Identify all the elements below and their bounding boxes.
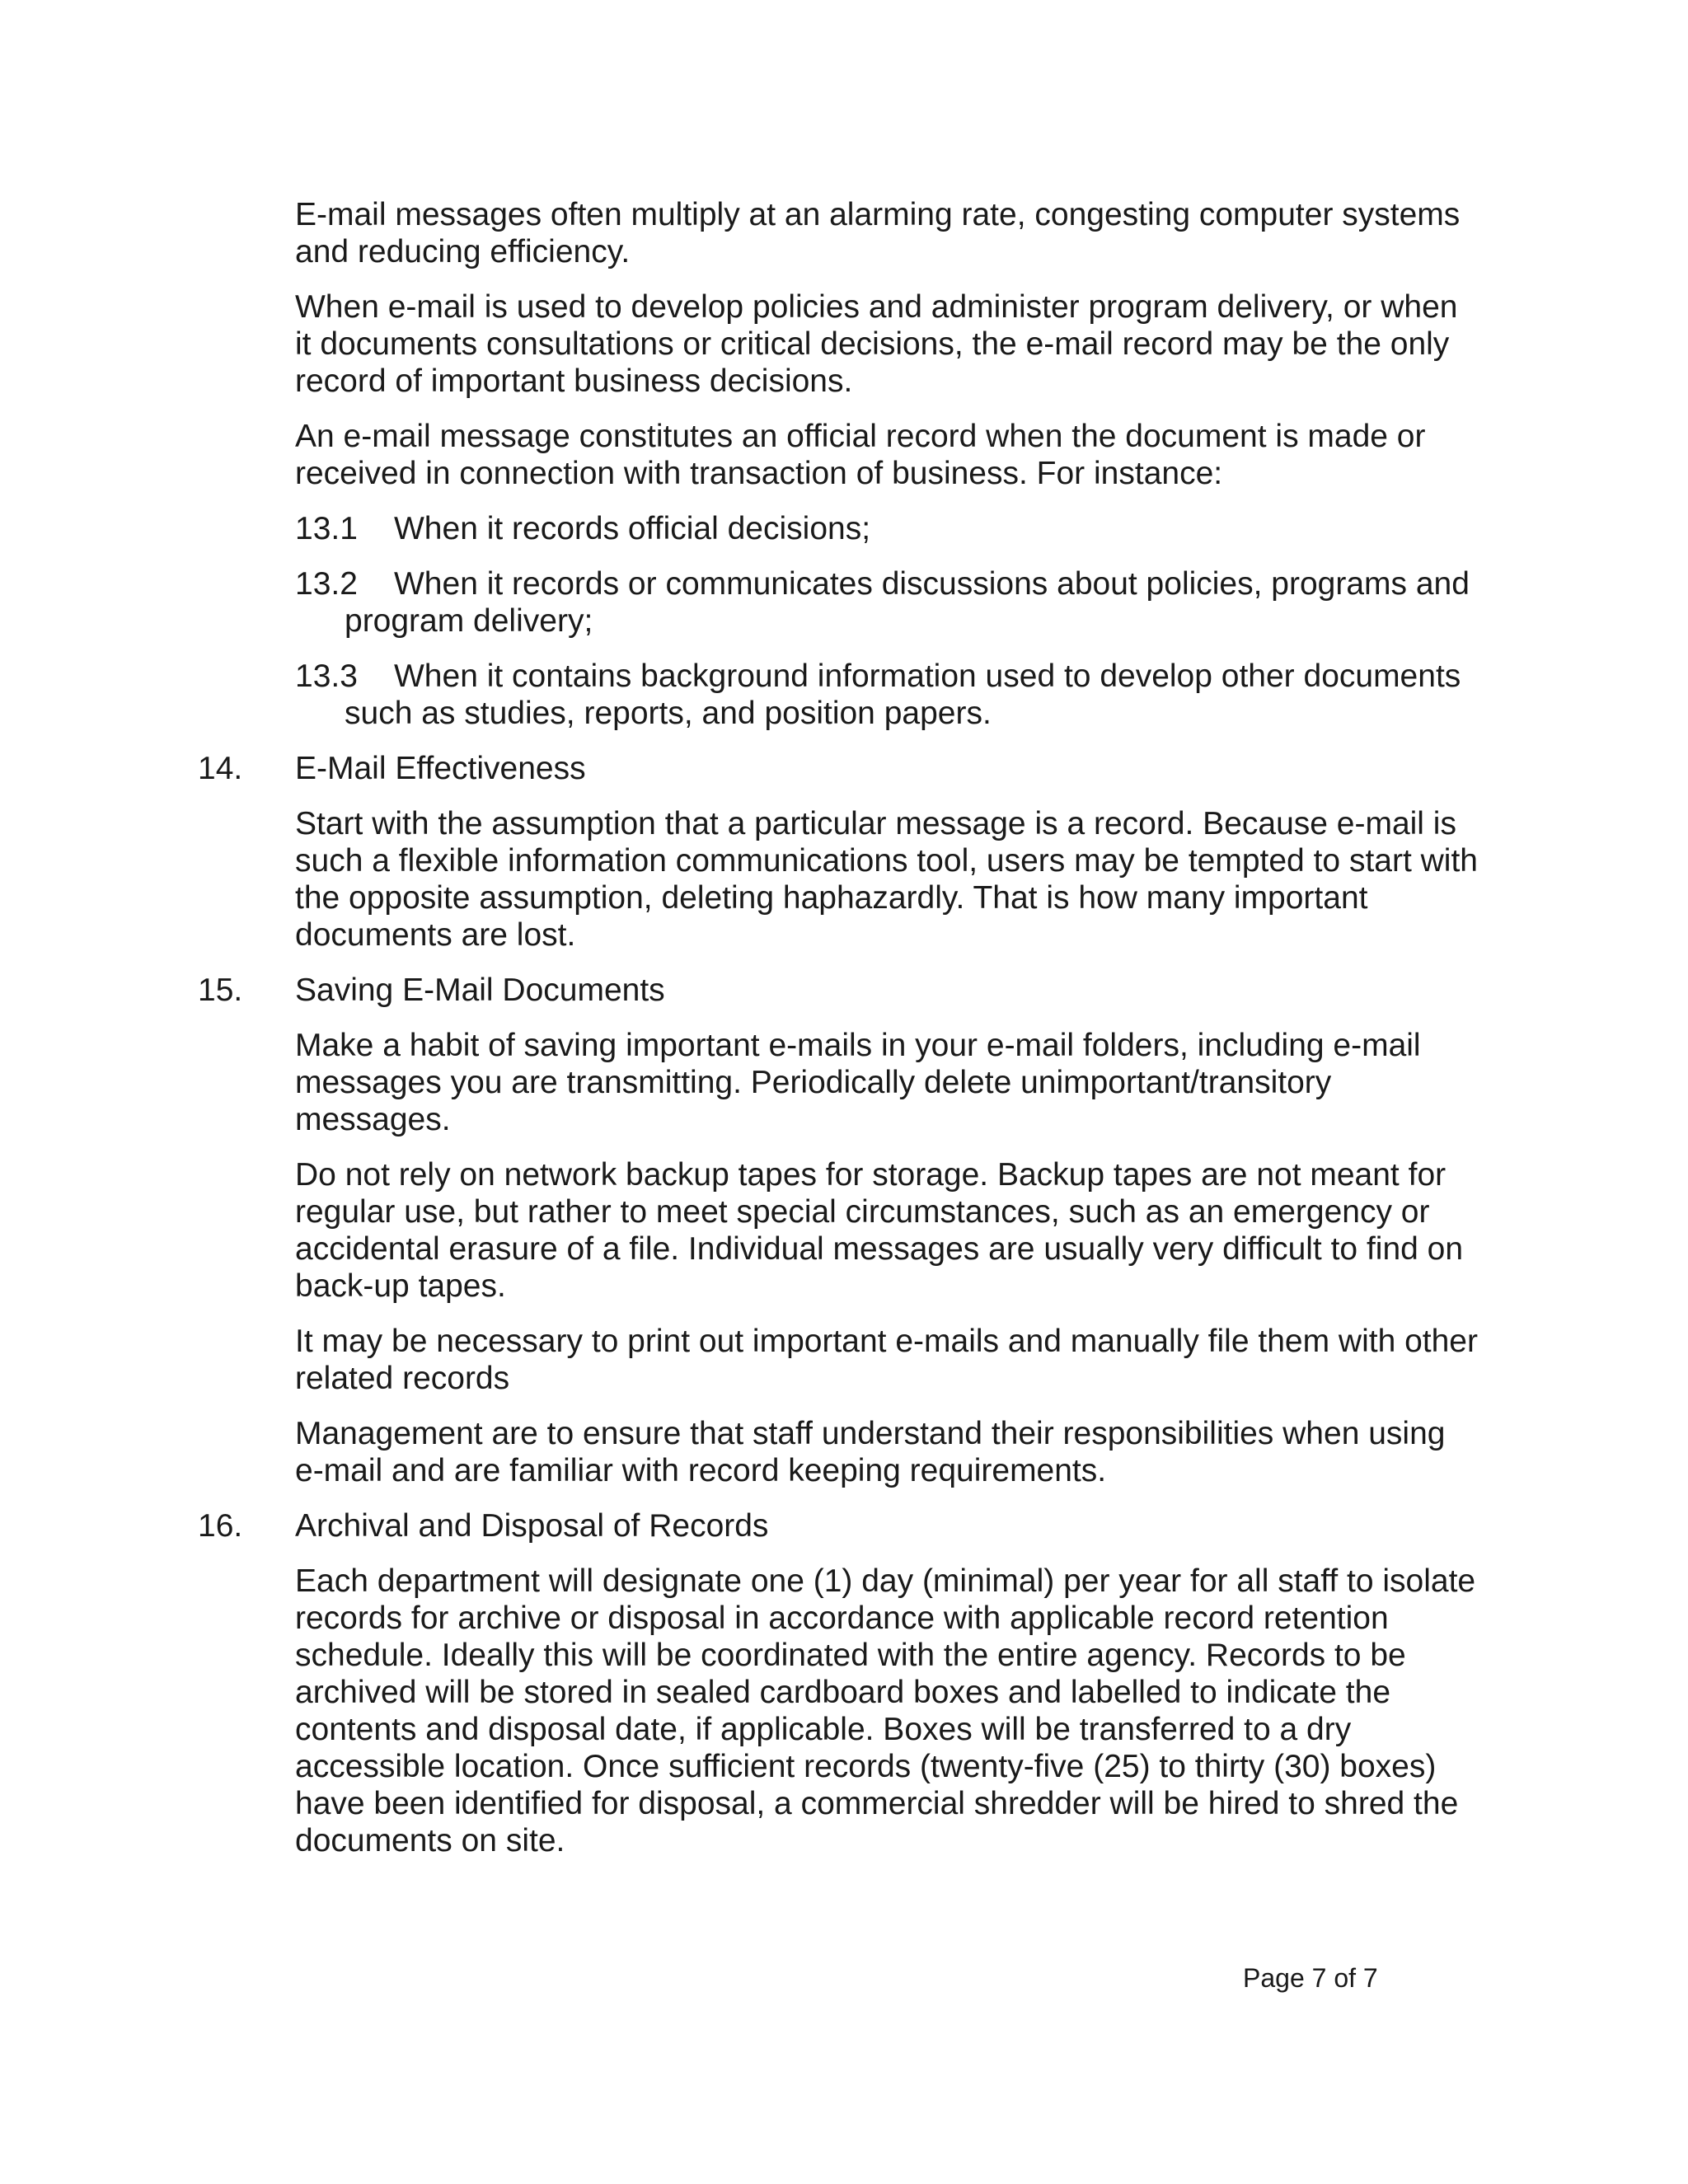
section-14-paragraph-1: Start with the assumption that a particular message is a record. Because e-mail is such a flexible information communications tool, users may be tempted to start with the opposite assumption, deleting haphazardly. That is how many important documents are lost. xyxy=(295,806,1478,953)
subitem-text: When it records official decisions; xyxy=(394,511,871,546)
section-title: E-Mail Effectiveness xyxy=(295,751,586,786)
section-title: Archival and Disposal of Records xyxy=(295,1508,769,1544)
section-number: 14. xyxy=(198,751,243,786)
document-body xyxy=(198,196,1482,1877)
intro-paragraph-2: When e-mail is used to develop policies and administer program delivery, or when it documents consultations or critical decisions, the e-mail record may be the only record of important business decisions. xyxy=(295,289,1458,399)
section-title: Saving E-Mail Documents xyxy=(295,972,665,1008)
page-number-footer: Page 7 of 7 xyxy=(1243,1963,1378,1993)
section-15-paragraph-1: Make a habit of saving important e-mails in your e-mail folders, including e-mail messages you are transmitting. Periodically delete unimportant/transitory messages. xyxy=(295,1028,1421,1137)
subitem-number: 13.3 xyxy=(295,658,358,694)
section-15-paragraph-3: It may be necessary to print out important e-mails and manually file them with other related records xyxy=(295,1324,1478,1396)
section-number: 15. xyxy=(198,972,243,1008)
section-heading-16 xyxy=(198,1507,1482,1544)
subitem-number: 13.1 xyxy=(295,511,358,546)
subitem-text: When it records or communicates discussions about policies, programs and program delivery; xyxy=(345,566,1470,639)
section-heading-15 xyxy=(198,972,1482,1009)
intro-paragraph-3: An e-mail message constitutes an official record when the document is made or received in connection with transaction of business. For instance: xyxy=(295,419,1426,491)
section-15-paragraph-2: Do not rely on network backup tapes for storage. Backup tapes are not meant for regular use, but rather to meet special circumstances, such as an emergency or accidental erasure of a file. Individual messages are usually very difficult to find on back-up tapes. xyxy=(295,1157,1464,1304)
subitem-13-1 xyxy=(295,510,1482,547)
intro-paragraph-1: E-mail messages often multiply at an alarming rate, congesting computer systems and reducing efficiency. xyxy=(295,197,1461,269)
section-16-paragraph-1: Each department will designate one (1) day (minimal) per year for all staff to isolate records for archive or disposal in accordance with applicable record retention schedule. Ideally this will be coordinated with the entire agency. Records to be archived will be stored in sealed cardboard boxes and labelled to indicate the contents and disposal date, if applicable. Boxes will be transferred to a dry accessible location. Once sufficient records (twenty-five (25) to thirty (30) boxes) have been identified for disposal, a commercial shredder will be hired to shred the documents on site. xyxy=(295,1563,1476,1858)
subitem-13-3 xyxy=(295,658,1482,732)
section-heading-14 xyxy=(198,750,1482,787)
section-number: 16. xyxy=(198,1508,243,1544)
subitem-number: 13.2 xyxy=(295,566,358,602)
section-15-paragraph-4: Management are to ensure that staff understand their responsibilities when using e-mail and are familiar with record keeping requirements. xyxy=(295,1416,1446,1488)
subitem-13-2 xyxy=(295,565,1482,640)
subitem-text: When it contains background information used to develop other documents such as studies, reports, and position papers. xyxy=(345,658,1461,731)
